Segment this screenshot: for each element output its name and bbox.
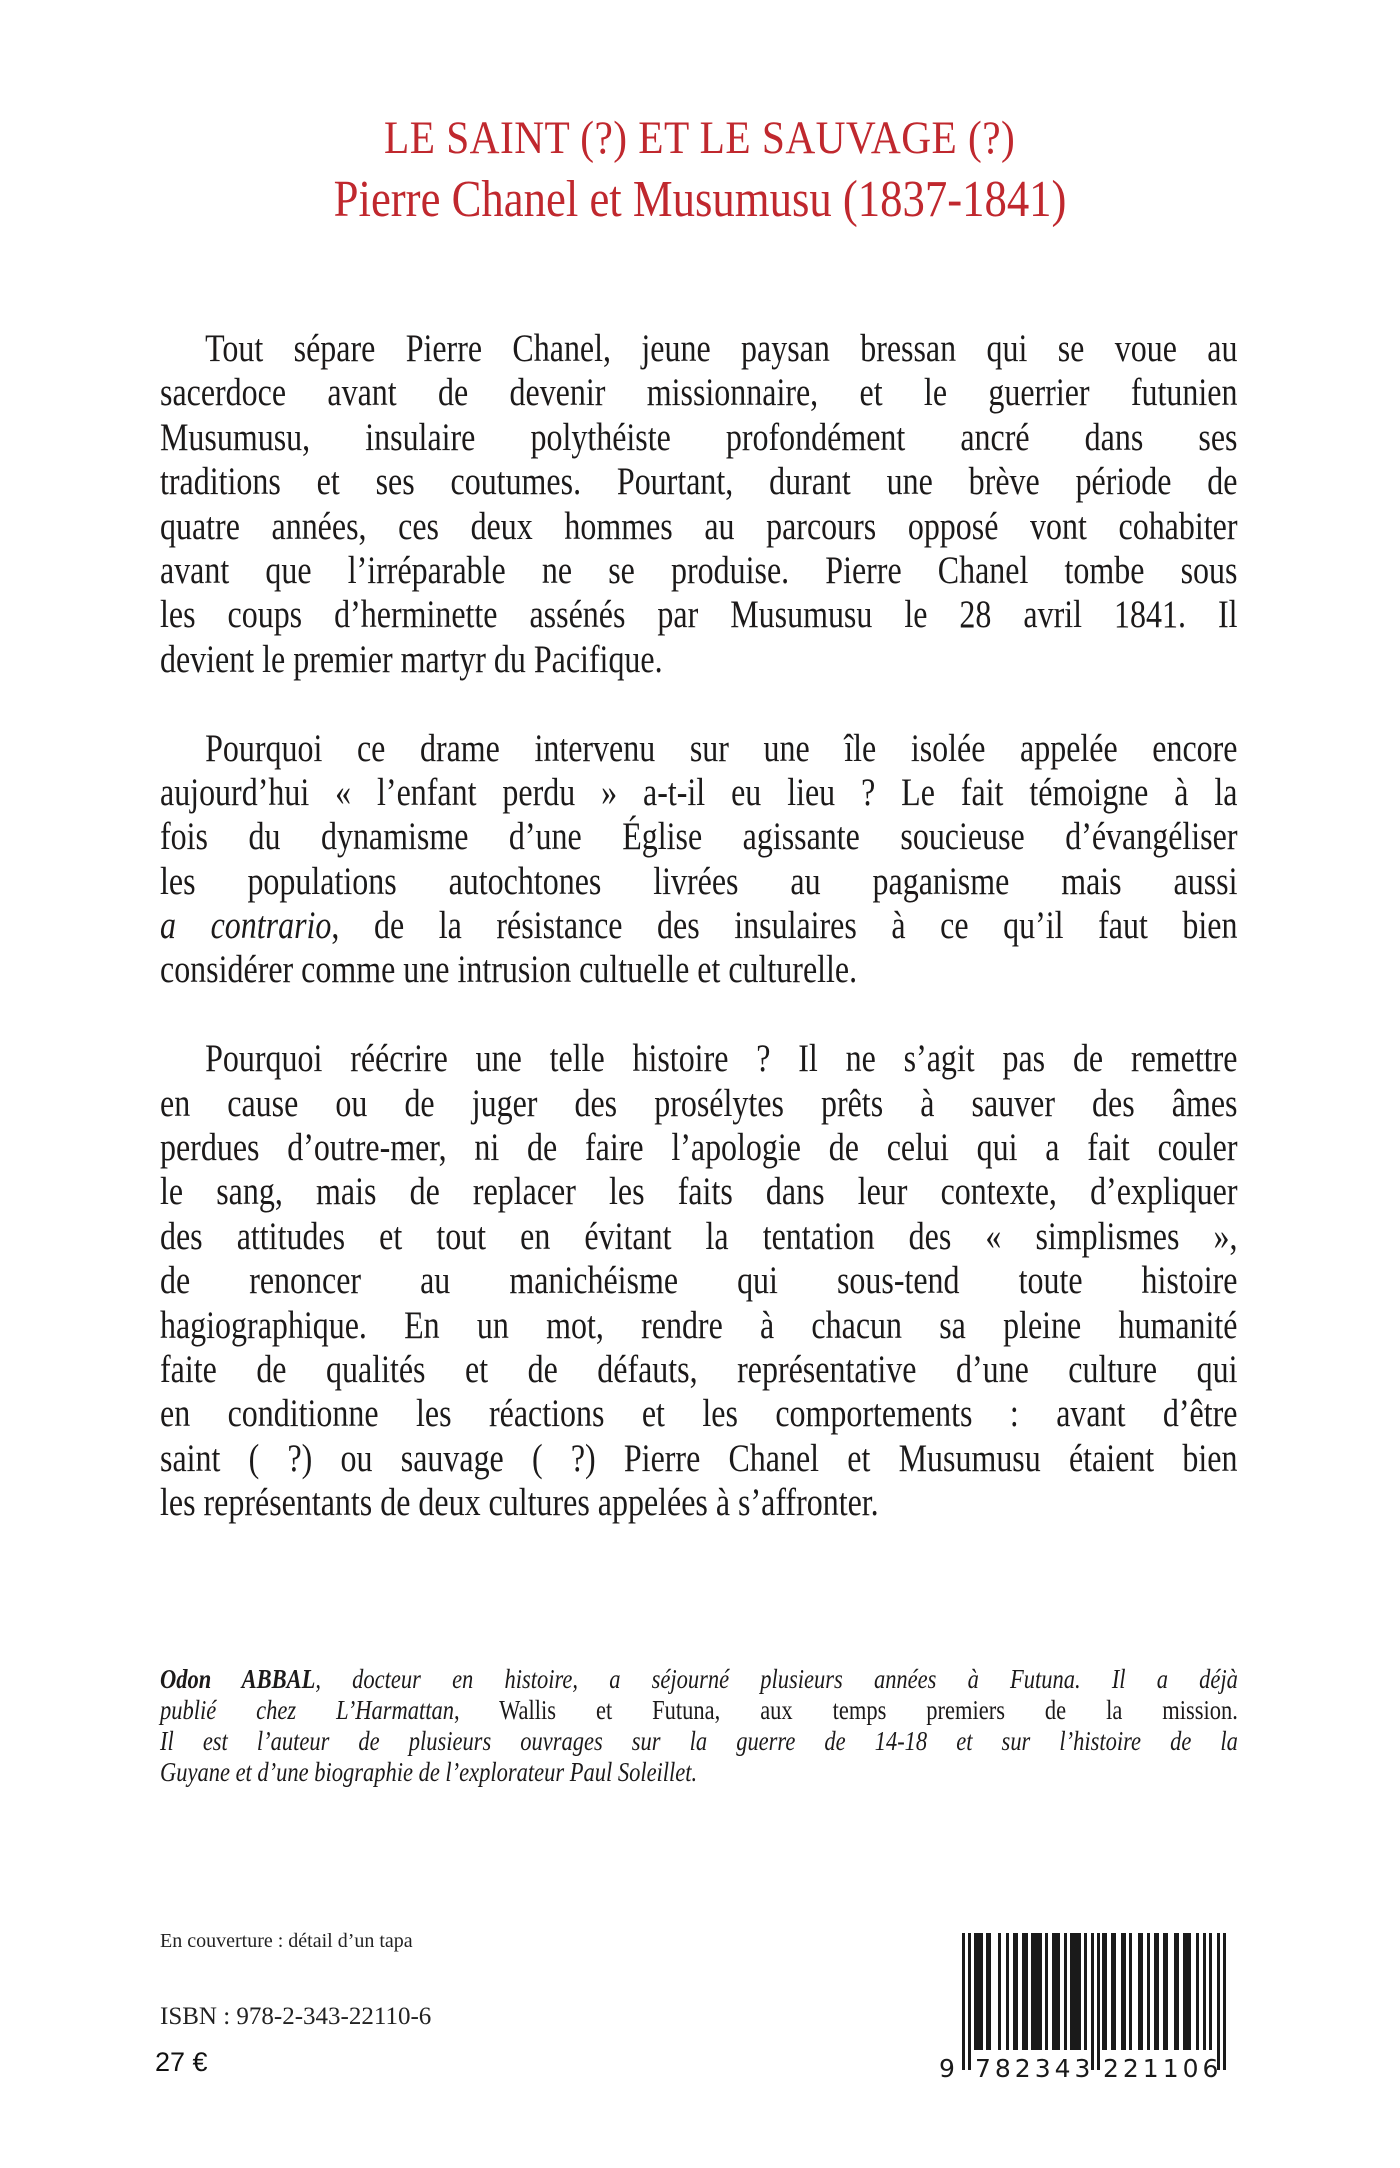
text-line: avant que l’irréparable ne se produise. Pierre Chanel tombe sous	[160, 548, 1238, 592]
text-line: de renoncer au manichéisme qui sous-tend toute histoire	[160, 1259, 1238, 1303]
text-line: Il est l’auteur de plusieurs ouvrages sur la guerre de 14-18 et sur l’histoire de la	[160, 1726, 1238, 1756]
text-line: saint ( ?) ou sauvage ( ?) Pierre Chanel et Musumusu étaient bien	[160, 1436, 1238, 1480]
price: 27 €	[155, 2047, 208, 2077]
book-title-text: LE SAINT (?) ET LE SAUVAGE (?)	[384, 112, 1016, 164]
text-line: Guyane et d’une biographie de l’explorateur Paul Soleillet.	[160, 1757, 698, 1787]
text-line: les coups d’herminette assénés par Musumusu le 28 avril 1841. Il	[160, 593, 1238, 637]
blurb-body	[160, 327, 1238, 1526]
paragraph-spacer	[160, 993, 1238, 1037]
text-line: aujourd’hui « l’enfant perdu » a-t-il eu lieu ? Le fait témoigne à la	[160, 770, 1238, 814]
text-line: sacerdoce avant de devenir missionnaire, et le guerrier futunien	[160, 371, 1238, 415]
barcode-bars	[935, 1925, 1255, 2070]
blurb-paragraph-3	[160, 1037, 1238, 1525]
text-line: Pourquoi ce drame intervenu sur une île isolée appelée encore	[205, 726, 1238, 770]
text-line: Musumusu, insulaire polythéiste profondément ancré dans ses	[160, 415, 1238, 459]
text-line: quatre années, ces deux hommes au parcours opposé vont cohabiter	[160, 504, 1238, 548]
text-line: les populations autochtones livrées au paganisme mais aussi	[160, 859, 1238, 903]
text-line: faite de qualités et de défauts, représentative d’une culture qui	[160, 1347, 1238, 1391]
text-line: traditions et ses coutumes. Pourtant, durant une brève période de	[160, 460, 1238, 504]
text-line: en cause ou de juger des prosélytes prêts à sauver des âmes	[160, 1081, 1238, 1125]
text-line: Pourquoi réécrire une telle histoire ? Il ne s’agit pas de remettre	[205, 1037, 1238, 1081]
text-line: perdues d’outre-mer, ni de faire l’apologie de celui qui a fait couler	[160, 1126, 1238, 1170]
blurb-paragraph-1	[160, 327, 1238, 682]
isbn: ISBN : 978-2-343-22110-6	[160, 2003, 432, 2030]
text-line: publié chez L’Harmattan, Wallis et Futuna, aux temps premiers de la mission.	[160, 1695, 1238, 1725]
blurb-paragraph-2	[160, 727, 1238, 993]
book-subtitle-text: Pierre Chanel et Musumusu (1837-1841)	[333, 171, 1067, 228]
latin-phrase: a contrario	[160, 904, 332, 948]
text-line: Odon ABBAL, docteur en histoire, a séjourné plusieurs années à Futuna. Il a déjà	[160, 1664, 1238, 1694]
text-line: des attitudes et tout en évitant la tentation des « simplismes »,	[160, 1214, 1238, 1258]
text-line: les représentants de deux cultures appelées à s’affronter.	[160, 1481, 879, 1525]
text-line: en conditionne les réactions et les comportements : avant d’être	[160, 1392, 1238, 1436]
book-subtitle	[0, 168, 1400, 232]
book-title	[0, 108, 1400, 168]
previous-book-title: , Wallis et Futuna, aux temps premiers de la mission.	[453, 1695, 1238, 1725]
text-line: considérer comme une intrusion cultuelle et culturelle.	[160, 948, 858, 992]
author-name: Odon ABBAL	[160, 1664, 316, 1694]
cover-credit: En couverture : détail d’un tapa	[160, 1930, 413, 1952]
text-line: devient le premier martyr du Pacifique.	[160, 637, 663, 681]
text-line: a contrario, de la résistance des insulaires à ce qu’il faut bien	[160, 904, 1238, 948]
author-bio	[160, 1664, 1238, 1788]
paragraph-spacer	[160, 682, 1238, 726]
text-line: fois du dynamisme d’une Église agissante soucieuse d’évangéliser	[160, 815, 1238, 859]
text-line: Tout sépare Pierre Chanel, jeune paysan bressan qui se voue au	[205, 327, 1238, 370]
text-line: hagiographique. En un mot, rendre à chacun sa pleine humanité	[160, 1303, 1238, 1347]
ean13-barcode-icon: 9 782343 221106	[935, 1925, 1255, 2090]
text-line: le sang, mais de replacer les faits dans leur contexte, d’expliquer	[160, 1170, 1238, 1214]
